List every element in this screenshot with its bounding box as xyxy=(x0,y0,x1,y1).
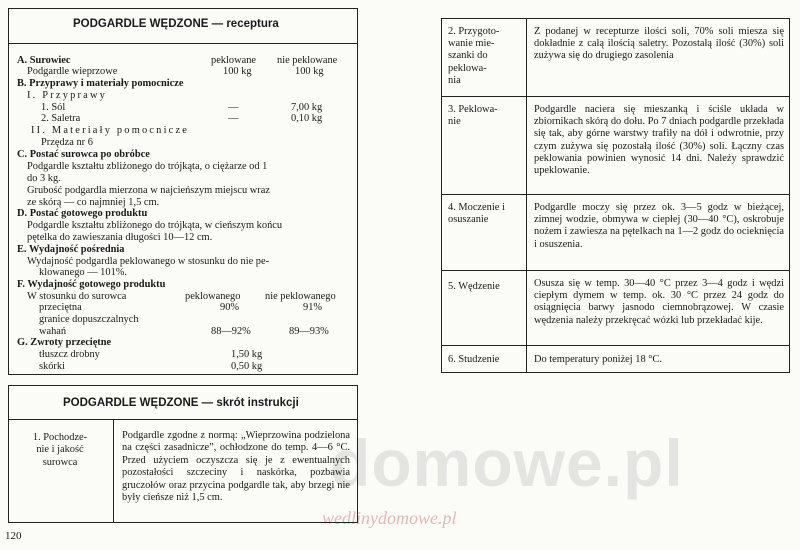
step-2-label: 2. Przygoto- wanie mie- szanki do peklowa- nia xyxy=(448,26,500,86)
saltpeter-value: 0,10 kg xyxy=(291,113,323,124)
skins-label: skórki xyxy=(39,361,65,372)
yield-average-label: przeciętna xyxy=(39,302,82,313)
watermark-site: wedlinydomowe.pl xyxy=(322,508,457,528)
step-3-label: 3. Peklowa- nie xyxy=(448,104,498,128)
section-d-heading: D. Postać gotowego produktu xyxy=(17,208,148,219)
salt-value: 7,00 kg xyxy=(291,102,323,113)
spices-heading: I. Przyprawy xyxy=(27,90,108,101)
yield-limits-label-2: wahań xyxy=(39,326,67,337)
page-number: 120 xyxy=(5,530,22,542)
raw-material-uncured: 100 kg xyxy=(295,66,324,77)
section-e-line-1: Wydajność podgardla peklowanego w stosunku do nie pe- xyxy=(27,256,270,267)
instructions-title: PODGARDLE WĘDZONE — skrót instrukcji xyxy=(63,397,299,409)
watermark-large: domowe.pl xyxy=(330,426,684,500)
section-c-line-2: do 3 kg. xyxy=(27,173,61,184)
yarn-item: Przędza nr 6 xyxy=(41,137,93,148)
salt-dash: — xyxy=(228,102,239,113)
yield-range-uncured: 89—93% xyxy=(289,326,329,337)
raw-material-cured: 100 kg xyxy=(223,66,252,77)
section-c-heading: C. Postać surowca po obróbce xyxy=(17,149,150,160)
section-c-line-3: Grubość podgardla mierzona w najcieńszym miejscu wraz xyxy=(27,185,270,196)
step-4-text: Podgardle moczy się przez ok. 3—5 godz w bieżącej, zimnej wodzie, obmywa w ciepłej (30—40 °C), oskrobuje nożem i zawiesza na pętelkach na 1—2 godz do ocieknięcia i osuszenia. xyxy=(534,202,784,250)
salt-label: 1. Sól xyxy=(41,102,66,113)
auxiliary-heading: II. Materiały pomocnicze xyxy=(31,125,190,136)
column-cured: peklowane xyxy=(211,55,257,66)
yield-average-cured: 90% xyxy=(220,302,240,313)
yield-range-cured: 88—92% xyxy=(211,326,251,337)
section-a-heading: A. Surowiec xyxy=(17,55,71,66)
section-e-line-2: klowanego — 101%. xyxy=(39,267,128,278)
fat-label: tłuszcz drobny xyxy=(39,349,100,360)
section-c-line-1: Podgardle kształtu zbliżonego do trójkąta, o ciężarze od 1 xyxy=(27,161,268,172)
section-g-heading: G. Zwroty przeciętne xyxy=(17,337,112,348)
saltpeter-label: 2. Saletra xyxy=(41,113,81,124)
section-c-line-4: ze skórą — co najmniej 1,5 cm. xyxy=(27,197,160,208)
raw-material-item: Podgardle wieprzowe xyxy=(27,66,118,77)
yield-average-uncured: 91% xyxy=(303,302,323,313)
step-6-label: 6. Studzenie xyxy=(448,354,500,365)
step-3-text: Podgardle naciera się mieszanką i ściśle układa w zbiornikach skórą do dołu. Po 7 dniach podgardle przekłada się tak, aby górne warstwy trafiły na dół i odwrotnie, przy czym zużywa się pozostałą ilość (30%) soli. Łączny czas peklowania powinien wynosić 14 dni. Należy sprawdzić upeklowanie. xyxy=(534,104,784,177)
section-e-heading: E. Wydajność pośrednia xyxy=(17,244,125,255)
step-5-text: Osusza się w temp. 30—40 °C przez 3—4 godz i wędzi ciepłym dymem w temp. ok. 30 °C przez 24 godz do osiągnięcia barwy jasnodo ciemnobrązowej. W czasie wędzenia należy przekręcać wózki lub przekładać kije. xyxy=(534,278,784,326)
instructions-panel xyxy=(8,385,358,523)
step-6-text: Do temperatury poniżej 18 °C. xyxy=(534,354,662,365)
step-1-text: Podgardle zgodne z normą: „Wieprzowina podzielona na części zasadnicze”, ochłodzone do temp. 4—6 °C. Przed użyciem oczyszcza się je z ewentualnych pozostałości szczeciny i naskórka, pozbawia gruczołów oraz przycina podgardle tak, aby brzegi nie były cieńsze niż 1,5 cm. xyxy=(122,430,350,504)
yield-limits-label: granice dopuszczalnych xyxy=(39,314,139,325)
section-f-heading: F. Wydajność gotowego produktu xyxy=(17,279,166,290)
fat-value: 1,50 kg xyxy=(231,349,263,360)
column-uncured: nie peklowane xyxy=(277,55,338,66)
step-5-label: 5. Wędzenie xyxy=(448,281,500,292)
section-d-line-2: pętelka do zawieszania długości 10—12 cm. xyxy=(27,232,213,243)
steps-table xyxy=(441,18,790,373)
step-2-text: Z podanej w recepturze ilości soli, 70% soli miesza się dokładnie z całą ilością saletry. Pozostałą ilość (30%) soli zużywa się do drugiego zasolenia xyxy=(534,26,784,62)
yield-basis: W stosunku do surowca xyxy=(27,291,127,302)
recipe-title: PODGARDLE WĘDZONE — receptura xyxy=(73,18,279,30)
yield-col-cured: peklowanego xyxy=(185,291,241,302)
step-1-label: 1. Pochodze- nie i jakość surowca xyxy=(32,432,88,468)
yield-col-uncured: nie peklowanego xyxy=(265,291,336,302)
saltpeter-dash: — xyxy=(228,113,239,124)
step-4-label: 4. Moczenie i osuszanie xyxy=(448,202,505,226)
skins-value: 0,50 kg xyxy=(231,361,263,372)
section-b-heading: B. Przyprawy i materiały pomocnicze xyxy=(17,78,184,89)
section-d-line-1: Podgardle kształtu zbliżonego do trójkąta, w cieńszym końcu xyxy=(27,220,283,231)
recipe-panel xyxy=(8,8,358,375)
